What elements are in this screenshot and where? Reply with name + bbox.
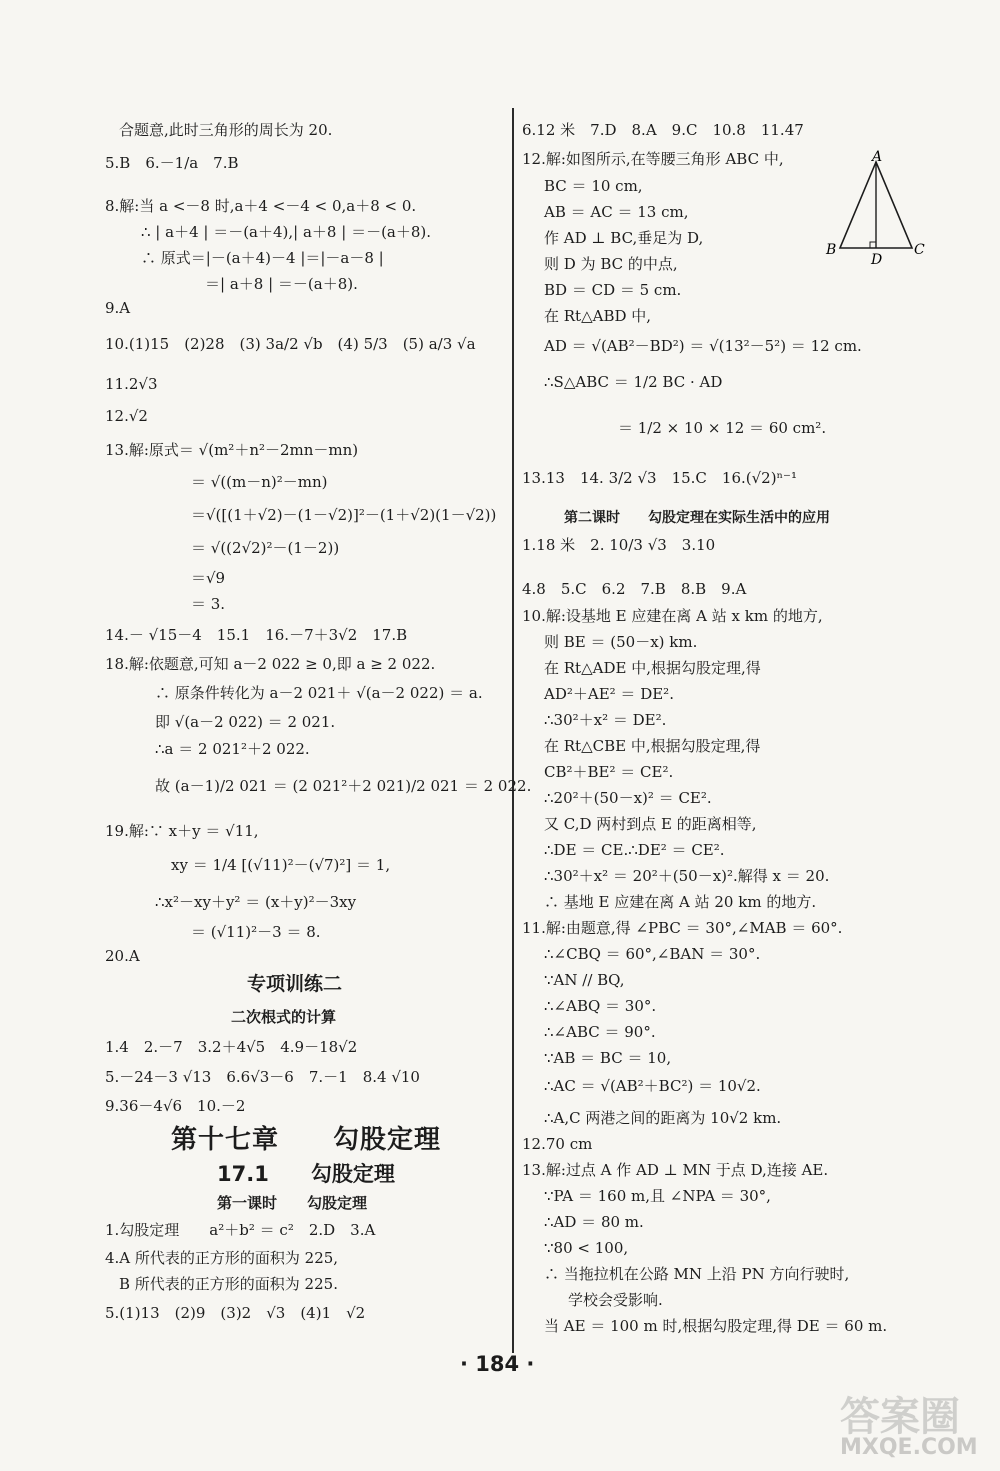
page-number: · 184 · [460, 1352, 535, 1376]
watermark [840, 1385, 990, 1465]
answer-line: ＝ √((2√2)²－(1－2)) [191, 539, 340, 557]
answer-line: 14.－ √15－4 15.1 16.－7＋3√2 17.B [105, 626, 408, 644]
answer-line: 5.－24－3 √13 6.6√3－6 7.－1 8.4 √10 [105, 1068, 420, 1086]
answer-line: 18.解:依题意,可知 a－2 022 ≥ 0,即 a ≥ 2 022. [105, 655, 436, 673]
answer-line: 12.70 cm [522, 1135, 593, 1153]
answer-line: 11.解:由题意,得 ∠PBC ＝ 30°,∠MAB ＝ 60°. [522, 919, 843, 937]
answer-line: 13.13 14. 3/2 √3 15.C 16.(√2)ⁿ⁻¹ [522, 469, 797, 487]
answer-line: ∴x²－xy＋y² ＝ (x＋y)²－3xy [155, 893, 357, 911]
answer-line: CB²＋BE² ＝ CE². [544, 763, 674, 781]
answer-line: 13.解:原式＝ √(m²＋n²－2mn－mn) [105, 441, 359, 459]
answer-line: ＝ 1/2 × 10 × 12 ＝ 60 cm². [618, 419, 827, 437]
answer-line: ＝| a＋8 | ＝－(a＋8). [205, 275, 358, 293]
answer-line: ＝√9 [191, 569, 226, 587]
answer-line: ∴∠ABQ ＝ 30°. [544, 997, 657, 1015]
answer-line: ∴DE ＝ CE.∴DE² ＝ CE². [544, 841, 725, 859]
watermark-site: MXQE.COM [840, 1435, 978, 1460]
answer-line: 9.A [105, 299, 131, 317]
chapter-title: 第十七章 勾股定理 [171, 1125, 442, 1155]
answer-line: ＝ (√11)²－3 ＝ 8. [191, 923, 321, 941]
answer-line: ∴S△ABC ＝ 1/2 BC · AD [544, 373, 723, 391]
answer-line: 则 BE ＝ (50－x) km. [544, 633, 698, 651]
watermark-logo: 答案圈 [840, 1394, 960, 1440]
answer-line: AD ＝ √(AB²－BD²) ＝ √(13²－5²) ＝ 12 cm. [544, 337, 862, 355]
answer-line: 在 Rt△ABD 中, [544, 307, 652, 325]
label-d: D [871, 252, 883, 265]
answer-line: ∵AB ＝ BC ＝ 10, [544, 1049, 672, 1067]
class-period-title: 第二课时 勾股定理在实际生活中的应用 [564, 510, 830, 526]
answer-line: ∵80 < 100, [544, 1239, 629, 1257]
answer-line: ∴∠ABC ＝ 90°. [544, 1023, 656, 1041]
answer-line: 19.解:∵ x＋y ＝ √11, [105, 822, 259, 840]
answer-line: 在 Rt△ADE 中,根据勾股定理,得 [544, 659, 761, 677]
answer-line: ＝√([(1＋√2)－(1－√2)]²－(1＋√2)(1－√2)) [191, 506, 497, 524]
label-a: A [872, 150, 883, 165]
answer-line: 5.B 6.－1/a 7.B [105, 154, 239, 172]
label-c: C [914, 242, 925, 258]
answer-line: BD ＝ CD ＝ 5 cm. [544, 281, 682, 299]
answer-line: ∴ 原式＝|－(a＋4)－4 |＝|－a－8 | [141, 249, 384, 267]
answer-line: ＝ √((m－n)²－mn) [191, 473, 328, 491]
answer-line: 6.12 米 7.D 8.A 9.C 10.8 11.47 [522, 121, 804, 139]
answer-line: AD²＋AE² ＝ DE². [544, 685, 674, 703]
answer-line: ＝ 3. [191, 595, 226, 613]
answer-line: ∴AC ＝ √(AB²＋BC²) ＝ 10√2. [544, 1077, 761, 1095]
answer-line: 11.2√3 [105, 375, 158, 393]
right-angle-mark [870, 242, 876, 248]
answer-line: ∴ 当拖拉机在公路 MN 上沿 PN 方向行驶时, [544, 1265, 850, 1283]
answer-line: xy ＝ 1/4 [(√11)²－(√7)²] ＝ 1, [171, 856, 391, 874]
answer-line: ∴∠CBQ ＝ 60°,∠BAN ＝ 30°. [544, 945, 761, 963]
answer-line: ∵AN // BQ, [544, 971, 625, 989]
lesson-title: 17.1 勾股定理 [217, 1162, 395, 1186]
answer-line: 5.(1)13 (2)9 (3)2 √3 (4)1 √2 [105, 1304, 366, 1322]
answer-line: 4.A 所代表的正方形的面积为 225, [105, 1249, 339, 1267]
answer-line: ∴30²＋x² ＝ 20²＋(50－x)².解得 x ＝ 20. [544, 867, 830, 885]
answer-line: 学校会受影响. [568, 1291, 663, 1309]
answer-line: ∴ 基地 E 应建在离 A 站 20 km 的地方. [544, 893, 817, 911]
answer-line: 20.A [105, 947, 140, 965]
answer-line: BC ＝ 10 cm, [544, 177, 643, 195]
answer-line: 则 D 为 BC 的中点, [544, 255, 678, 273]
answer-line: 作 AD ⊥ BC,垂足为 D, [544, 229, 704, 247]
answer-line: 在 Rt△CBE 中,根据勾股定理,得 [544, 737, 761, 755]
answer-line: ∴ | a＋4 | ＝－(a＋4),| a＋8 | ＝－(a＋8). [141, 223, 432, 241]
answer-line: 9.36－4√6 10.－2 [105, 1097, 246, 1115]
isosceles-triangle-figure [820, 150, 940, 265]
answer-line: 12.√2 [105, 407, 148, 425]
answer-line: 故 (a－1)/2 021 ＝ (2 021²＋2 021)/2 021 ＝ 2 022. [155, 777, 532, 795]
answer-line: ∴A,C 两港之间的距离为 10√2 km. [544, 1109, 782, 1127]
answer-line: AB ＝ AC ＝ 13 cm, [544, 203, 689, 221]
label-b: B [826, 242, 837, 258]
answer-line: ∴30²＋x² ＝ DE². [544, 711, 667, 729]
answer-line: 4.8 5.C 6.2 7.B 8.B 9.A [522, 580, 747, 598]
answer-line: ∴20²＋(50－x)² ＝ CE². [544, 789, 712, 807]
answer-line: 1.4 2.－7 3.2＋4√5 4.9－18√2 [105, 1038, 358, 1056]
section-title: 专项训练二 [247, 973, 343, 995]
answer-line: ∵PA ＝ 160 m,且 ∠NPA ＝ 30°, [544, 1187, 771, 1205]
answer-line: 10.(1)15 (2)28 (3) 3a/2 √b (4) 5/3 (5) a/3 √a [105, 335, 476, 353]
answer-line: ∴AD ＝ 80 m. [544, 1213, 644, 1231]
class-period-title: 第一课时 勾股定理 [217, 1194, 368, 1212]
answer-line: 12.解:如图所示,在等腰三角形 ABC 中, [522, 150, 784, 168]
answer-line: 即 √(a－2 022) ＝ 2 021. [155, 713, 336, 731]
column-divider [512, 108, 514, 1353]
answer-line: 又 C,D 两村到点 E 的距离相等, [544, 815, 757, 833]
answer-line: B 所代表的正方形的面积为 225. [119, 1275, 338, 1293]
answer-line: 8.解:当 a <－8 时,a＋4 <－4 < 0,a＋8 < 0. [105, 197, 417, 215]
answer-line: 当 AE ＝ 100 m 时,根据勾股定理,得 DE ＝ 60 m. [544, 1317, 888, 1335]
answer-line: 13.解:过点 A 作 AD ⊥ MN 于点 D,连接 AE. [522, 1161, 829, 1179]
answer-line: 1.18 米 2. 10/3 √3 3.10 [522, 536, 716, 554]
answer-line: 合题意,此时三角形的周长为 20. [119, 121, 333, 139]
answer-line: 1.勾股定理 a²＋b² ＝ c² 2.D 3.A [105, 1221, 376, 1239]
section-subtitle: 二次根式的计算 [231, 1008, 337, 1026]
answer-line: ∴ 原条件转化为 a－2 021＋ √(a－2 022) ＝ a. [155, 684, 483, 702]
answer-line: ∴a ＝ 2 021²＋2 022. [155, 740, 310, 758]
answer-line: 10.解:设基地 E 应建在离 A 站 x km 的地方, [522, 607, 823, 625]
